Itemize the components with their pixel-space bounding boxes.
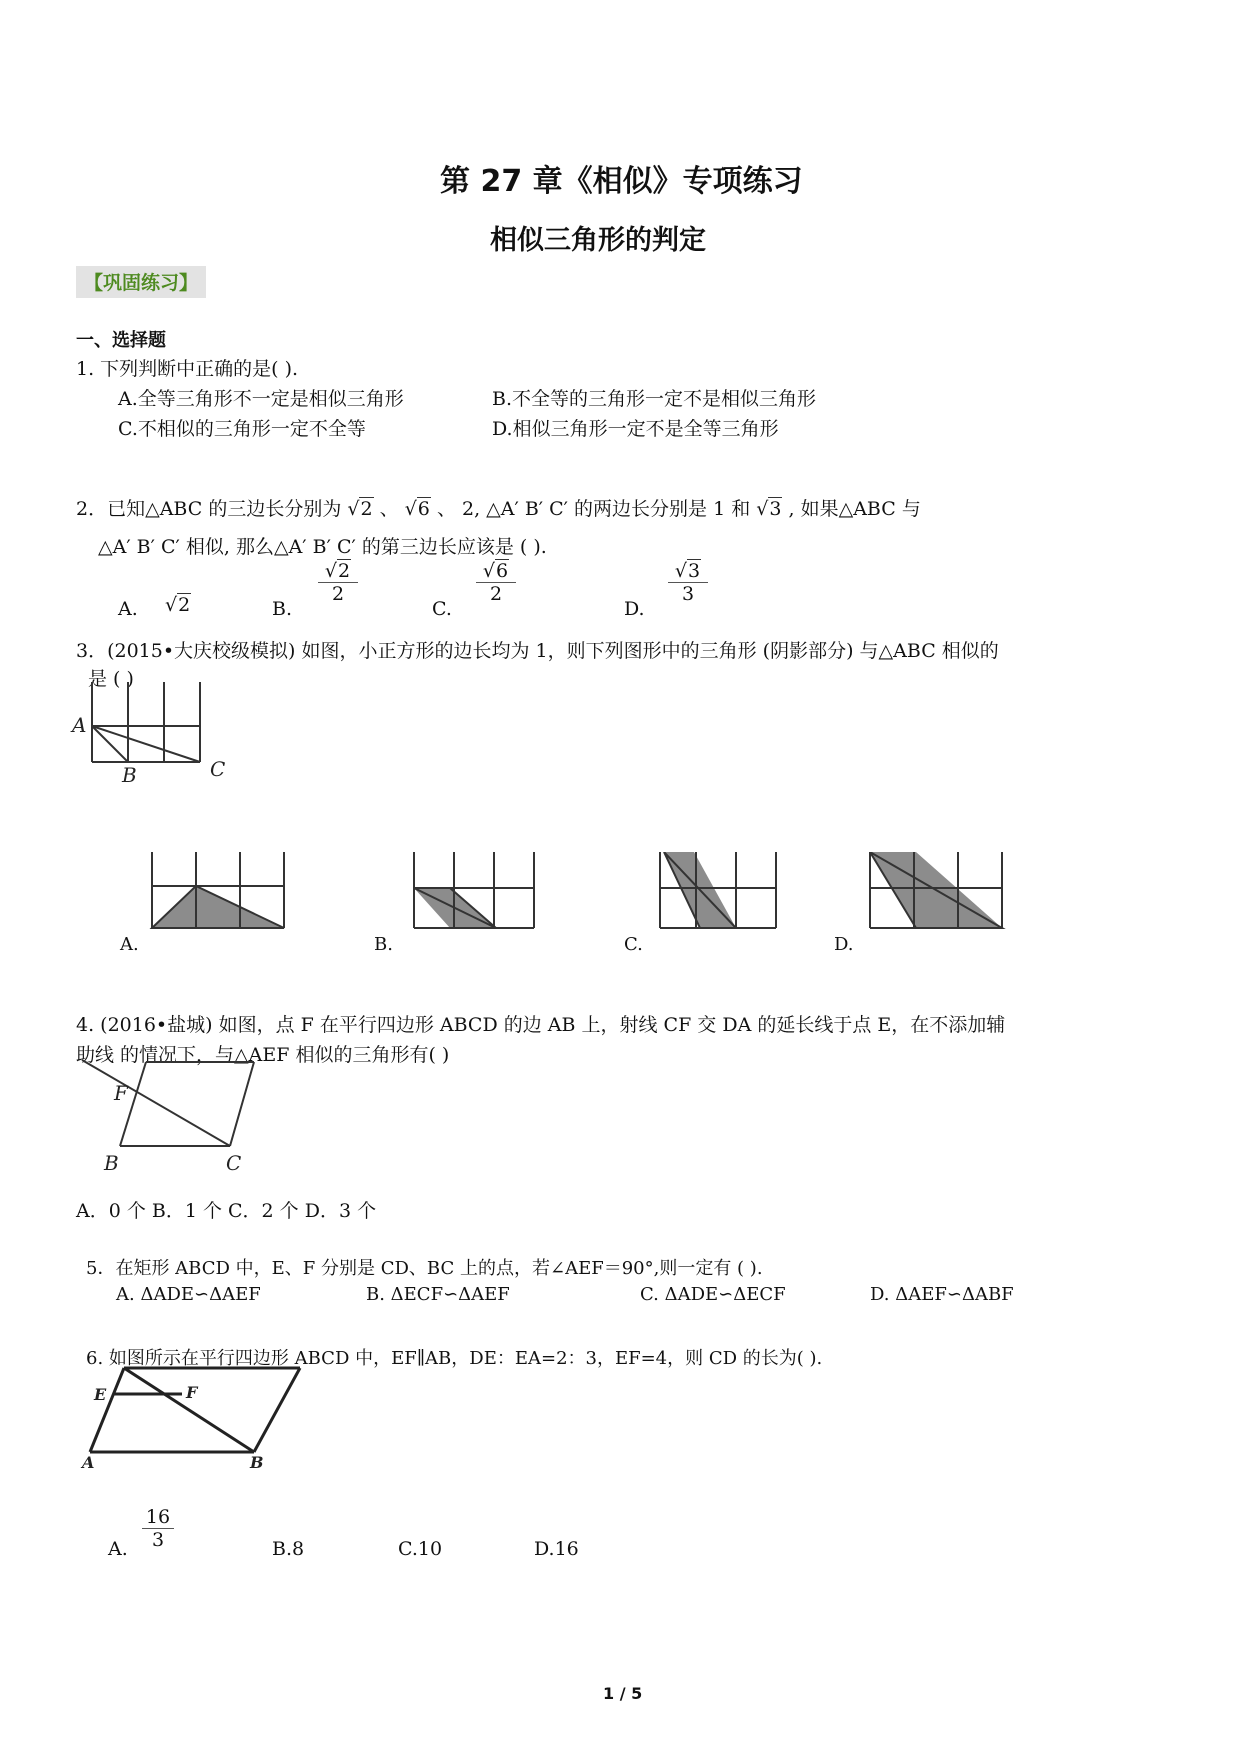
q5-option-b: B. ΔECF∽ΔAEF <box>366 1284 510 1305</box>
label-b: B <box>122 763 137 782</box>
q2-option-d-fraction <box>668 560 708 605</box>
frac-b-num: √2 <box>324 560 351 582</box>
q2-text-4: , 如果△ABC 与 <box>788 498 921 520</box>
frac-den: 3 <box>142 1528 174 1551</box>
q1-option-c: C.不相似的三角形一定不全等 <box>118 418 366 440</box>
q3-option-a-figure <box>146 852 286 932</box>
q1-stem: 1. 下列判断中正确的是( ). <box>76 358 299 380</box>
q3-option-a: A. <box>120 934 139 955</box>
q6-option-a-label: A. <box>108 1538 128 1560</box>
label-b: B <box>104 1151 119 1174</box>
section-badge: 【巩固练习】 <box>76 266 206 298</box>
q4-options: A．0 个 B．1 个 C．2 个 D．3 个 <box>76 1200 377 1222</box>
q1-option-d: D.相似三角形一定不是全等三角形 <box>492 418 779 440</box>
q1-option-b: B.不全等的三角形一定不是相似三角形 <box>492 388 817 410</box>
label-e: E <box>94 1385 107 1404</box>
section-heading: 一、选择题 <box>76 330 166 351</box>
q3-stem-line1: 3．(2015•大庆校级模拟) 如图，小正方形的边长均为 1，则下列图形中的三角形 (阴影部分) 与△ABC 相似的 <box>76 640 999 662</box>
label-a: A <box>72 713 87 737</box>
sqrt3-radical: √3 <box>756 498 782 520</box>
q2-stem-line1 <box>76 494 921 521</box>
label-c: C <box>226 1151 242 1174</box>
q2-option-b-fraction <box>318 560 358 605</box>
sqrt2-radical: √2 <box>347 498 373 520</box>
frac-b-den: 2 <box>318 582 358 605</box>
q6-option-d: D.16 <box>534 1538 579 1560</box>
q2-stem-line2: △A′ B′ C′ 相似, 那么△A′ B′ C′ 的第三边长应该是 ( ). <box>98 536 547 558</box>
q3-option-c: C. <box>624 934 643 955</box>
label-f: F <box>114 1081 128 1105</box>
q2-option-a-label: A. <box>118 598 138 620</box>
q3-stem-line2: 是 ( ) <box>88 668 134 690</box>
q6-option-c: C.10 <box>398 1538 443 1560</box>
q6-option-a-fraction <box>142 1506 174 1551</box>
sqrt6-radical: √6 <box>404 498 430 520</box>
q5-option-c: C. ΔADE∽ΔECF <box>640 1284 786 1305</box>
q6-parallelogram-figure <box>78 1360 308 1470</box>
q3-option-b: B. <box>374 934 393 955</box>
label-f: F <box>186 1383 198 1402</box>
q2-text-2: 、 <box>379 498 399 520</box>
q3-option-b-figure <box>408 852 548 932</box>
q3-abc-grid-figure <box>68 682 238 782</box>
frac-c-den: 2 <box>476 582 516 605</box>
page-subtitle: 相似三角形的判定 <box>490 225 706 256</box>
q2-option-a-value: √2 <box>165 594 191 616</box>
q2-text-3: 、 2, △A′ B′ C′ 的两边长分别是 1 和 <box>436 498 751 520</box>
q2-text-1: 2．已知△ABC 的三边长分别为 <box>76 498 342 520</box>
q5-stem: 5．在矩形 ABCD 中，E、F 分别是 CD、BC 上的点，若∠AEF＝90°,则一定有 ( ). <box>86 1258 763 1279</box>
frac-c-num: √6 <box>482 560 509 582</box>
label-b: B <box>250 1453 264 1470</box>
q4-parallelogram-figure <box>78 1058 278 1174</box>
q2-option-c-fraction <box>476 560 516 605</box>
frac-d-den: 3 <box>668 582 708 605</box>
label-a: A <box>82 1453 95 1470</box>
q3-option-c-figure <box>656 852 796 932</box>
q5-option-d: D. ΔAEF∽ΔABF <box>870 1284 1014 1305</box>
q3-option-d-figure <box>866 852 1006 932</box>
q6-option-b: B.8 <box>272 1538 305 1560</box>
q5-option-a: A. ΔADE∽ΔAEF <box>116 1284 261 1305</box>
q6-stem: 6. 如图所示在平行四边形 ABCD 中，EF∥AB，DE：EA=2：3，EF=4，则 CD 的长为( ). <box>86 1348 823 1369</box>
q2-option-c-label: C. <box>432 598 452 620</box>
frac-d-num: √3 <box>674 560 701 582</box>
q3-option-d: D. <box>834 934 854 955</box>
page-number: 1 / 5 <box>603 1684 643 1703</box>
q4-stem-line2: 助线 的情况下，与△AEF 相似的三角形有( ) <box>76 1044 450 1066</box>
q2-option-b-label: B. <box>272 598 293 620</box>
q1-option-a: A.全等三角形不一定是相似三角形 <box>118 388 404 410</box>
q2-option-d-label: D. <box>624 598 645 620</box>
q4-stem-line1: 4. (2016•盐城) 如图，点 F 在平行四边形 ABCD 的边 AB 上，射线 CF 交 DA 的延长线于点 E，在不添加辅 <box>76 1014 1006 1036</box>
frac-num: 16 <box>145 1506 171 1528</box>
page-title: 第 27 章《相似》专项练习 <box>440 164 803 199</box>
label-c: C <box>210 757 226 781</box>
